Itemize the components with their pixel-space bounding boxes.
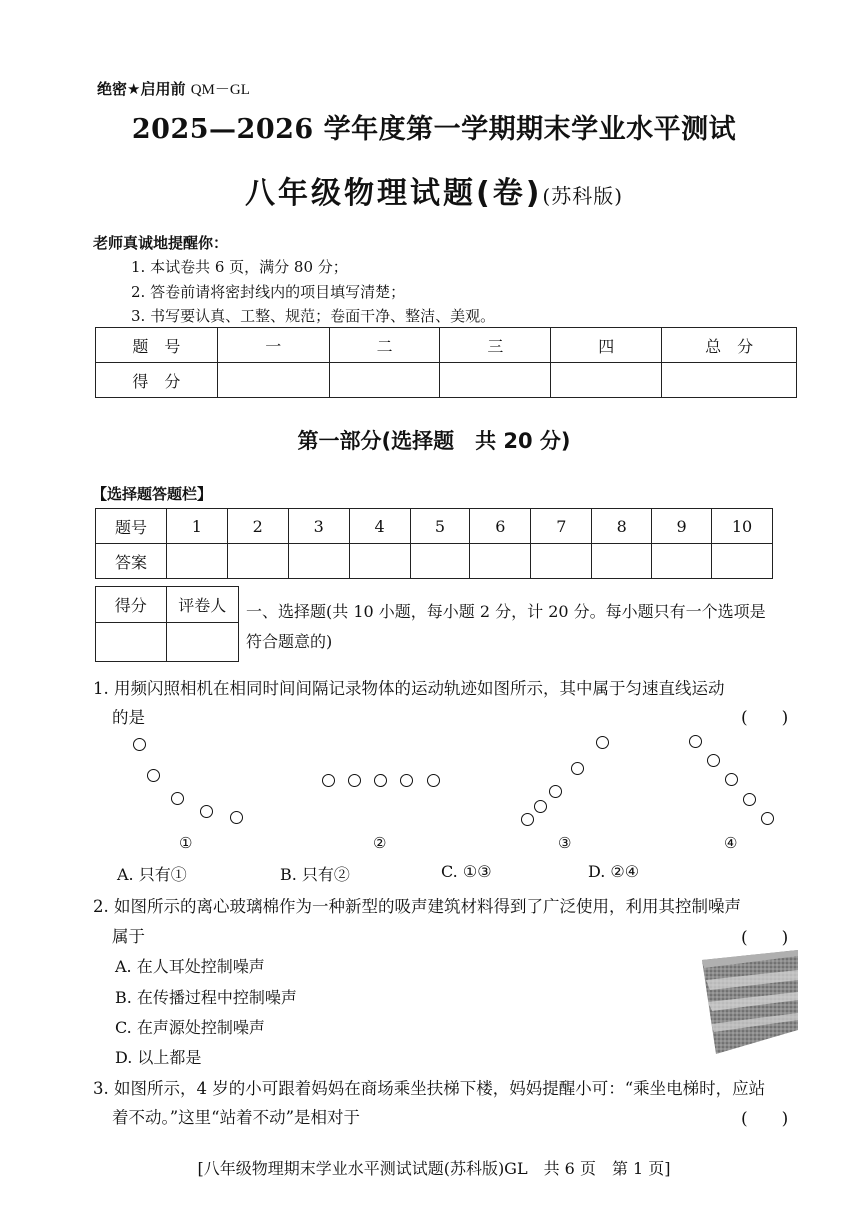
option-b[interactable]: B. 在传播过程中控制噪声 xyxy=(115,988,297,1007)
question-2-text-cont: 属于 xyxy=(112,927,145,946)
score-cell[interactable] xyxy=(217,363,329,398)
score-header-cell: 总 分 xyxy=(662,328,797,363)
option-a[interactable]: A. 只有① xyxy=(117,865,187,884)
score-table xyxy=(95,327,797,398)
grader-name-cell[interactable] xyxy=(166,623,239,662)
answer-cell[interactable] xyxy=(592,544,652,579)
trace-2-dot xyxy=(400,774,413,787)
question-number: 4 xyxy=(349,509,410,544)
answer-cell[interactable] xyxy=(652,544,712,579)
trace-4-dot xyxy=(725,773,738,786)
trace-2-dot xyxy=(427,774,440,787)
question-number: 5 xyxy=(410,509,470,544)
trace-3-dot xyxy=(571,762,584,775)
trace-3-dot xyxy=(521,813,534,826)
page-footer: [八年级物理期末学业水平测试试题(苏科版)GL 共 6 页 第 1 页] xyxy=(197,1159,671,1178)
section-line: 符合题意的) xyxy=(246,632,333,651)
trace-2-dot xyxy=(348,774,361,787)
answer-cell[interactable] xyxy=(288,544,349,579)
question-number: 1 xyxy=(166,509,227,544)
figure-label: ② xyxy=(373,834,387,852)
answer-row-label: 答案 xyxy=(96,544,167,579)
secret-label: 绝密★启用前 xyxy=(97,80,186,98)
question-1-text: 1. 用频闪照相机在相同时间间隔记录物体的运动轨迹如图所示，其中属于匀速直线运动 xyxy=(93,679,725,698)
exam-subtitle xyxy=(0,168,868,212)
trace-3-dot xyxy=(534,800,547,813)
question-number: 9 xyxy=(652,509,712,544)
score-header-cell: 一 xyxy=(217,328,329,363)
question-number: 2 xyxy=(227,509,288,544)
option-a[interactable]: A. 在人耳处控制噪声 xyxy=(115,957,265,976)
trace-4-dot xyxy=(743,793,756,806)
grader-score-cell[interactable] xyxy=(96,623,167,662)
question-3-text: 3. 如图所示，4 岁的小可跟着妈妈在商场乘坐扶梯下楼，妈妈提醒小可：“乘坐电梯时，应站 xyxy=(93,1079,766,1098)
figure-label: ③ xyxy=(558,834,572,852)
grader-name-label: 评卷人 xyxy=(166,587,239,623)
grader-score-label: 得分 xyxy=(96,587,167,623)
subject-title: 八年级物理试题(卷) xyxy=(244,176,543,211)
section-line: 一、选择题(共 10 小题，每小题 2 分，计 20 分。每小题只有一个选项是 xyxy=(246,602,766,621)
answer-table-label: 【选择题答题栏】 xyxy=(92,485,213,503)
notice-item: 1. 本试卷共 6 页，满分 80 分； xyxy=(131,258,348,276)
score-row-label: 得 分 xyxy=(96,363,218,398)
option-d[interactable]: D. ②④ xyxy=(588,862,640,881)
question-number: 6 xyxy=(470,509,531,544)
trace-1-dot xyxy=(230,811,243,824)
notice-title: 老师真诚地提醒你： xyxy=(93,234,229,252)
answer-cell[interactable] xyxy=(227,544,288,579)
confidential-mark xyxy=(97,78,250,99)
question-number: 10 xyxy=(712,509,773,544)
answer-row-label: 题号 xyxy=(96,509,167,544)
trace-2-dot xyxy=(374,774,387,787)
trace-1-dot xyxy=(200,805,213,818)
trace-3-dot xyxy=(549,785,562,798)
trace-2-dot xyxy=(322,774,335,787)
answer-cell[interactable] xyxy=(531,544,592,579)
score-header-cell: 二 xyxy=(329,328,440,363)
edition-label: (苏科版) xyxy=(542,184,624,208)
question-number: 7 xyxy=(531,509,592,544)
grader-box xyxy=(95,586,239,662)
answer-cell[interactable] xyxy=(712,544,773,579)
answer-cell[interactable] xyxy=(470,544,531,579)
trace-4-dot xyxy=(761,812,774,825)
question-1-text-cont: 的是 xyxy=(112,708,145,727)
answer-table xyxy=(95,508,773,579)
answer-cell[interactable] xyxy=(410,544,470,579)
figure-label: ④ xyxy=(724,834,738,852)
figure-label: ① xyxy=(179,834,193,852)
trace-3-dot xyxy=(596,736,609,749)
question-3-text-cont: 着不动。”这里“站着不动”是相对于 xyxy=(112,1108,361,1127)
option-b[interactable]: B. 只有② xyxy=(280,865,350,884)
score-cell[interactable] xyxy=(551,363,662,398)
trace-1-dot xyxy=(147,769,160,782)
part-title: 第一部分(选择题 共 20 分) xyxy=(297,429,571,453)
score-header-cell: 三 xyxy=(440,328,551,363)
trace-1-dot xyxy=(133,738,146,751)
answer-paren: ( ) xyxy=(741,928,789,948)
trace-4-dot xyxy=(689,735,702,748)
exam-title: 2025—2026 学年度第一学期期末学业水平测试 xyxy=(131,114,737,145)
question-2-text: 2. 如图所示的离心玻璃棉作为一种新型的吸声建筑材料得到了广泛使用，利用其控制噪声 xyxy=(93,897,741,916)
question-number: 3 xyxy=(288,509,349,544)
trace-4-dot xyxy=(707,754,720,767)
glass-wool-image xyxy=(702,950,798,1054)
answer-cell[interactable] xyxy=(349,544,410,579)
answer-paren: ( ) xyxy=(741,1109,789,1129)
option-c[interactable]: C. ①③ xyxy=(441,862,492,881)
notice-item: 2. 答卷前请将密封线内的项目填写清楚； xyxy=(131,283,406,301)
score-cell[interactable] xyxy=(440,363,551,398)
option-d[interactable]: D. 以上都是 xyxy=(115,1048,202,1067)
score-cell[interactable] xyxy=(662,363,797,398)
score-header-cell: 四 xyxy=(551,328,662,363)
score-cell[interactable] xyxy=(329,363,440,398)
answer-paren: ( ) xyxy=(741,708,789,728)
score-header-cell: 题 号 xyxy=(96,328,218,363)
trace-1-dot xyxy=(171,792,184,805)
exam-code: QM－GL xyxy=(190,82,250,98)
notice-item: 3. 书写要认真、工整、规范；卷面干净、整洁、美观。 xyxy=(131,307,496,325)
answer-cell[interactable] xyxy=(166,544,227,579)
section-instructions xyxy=(246,597,806,657)
option-c[interactable]: C. 在声源处控制噪声 xyxy=(115,1018,265,1037)
question-number: 8 xyxy=(592,509,652,544)
